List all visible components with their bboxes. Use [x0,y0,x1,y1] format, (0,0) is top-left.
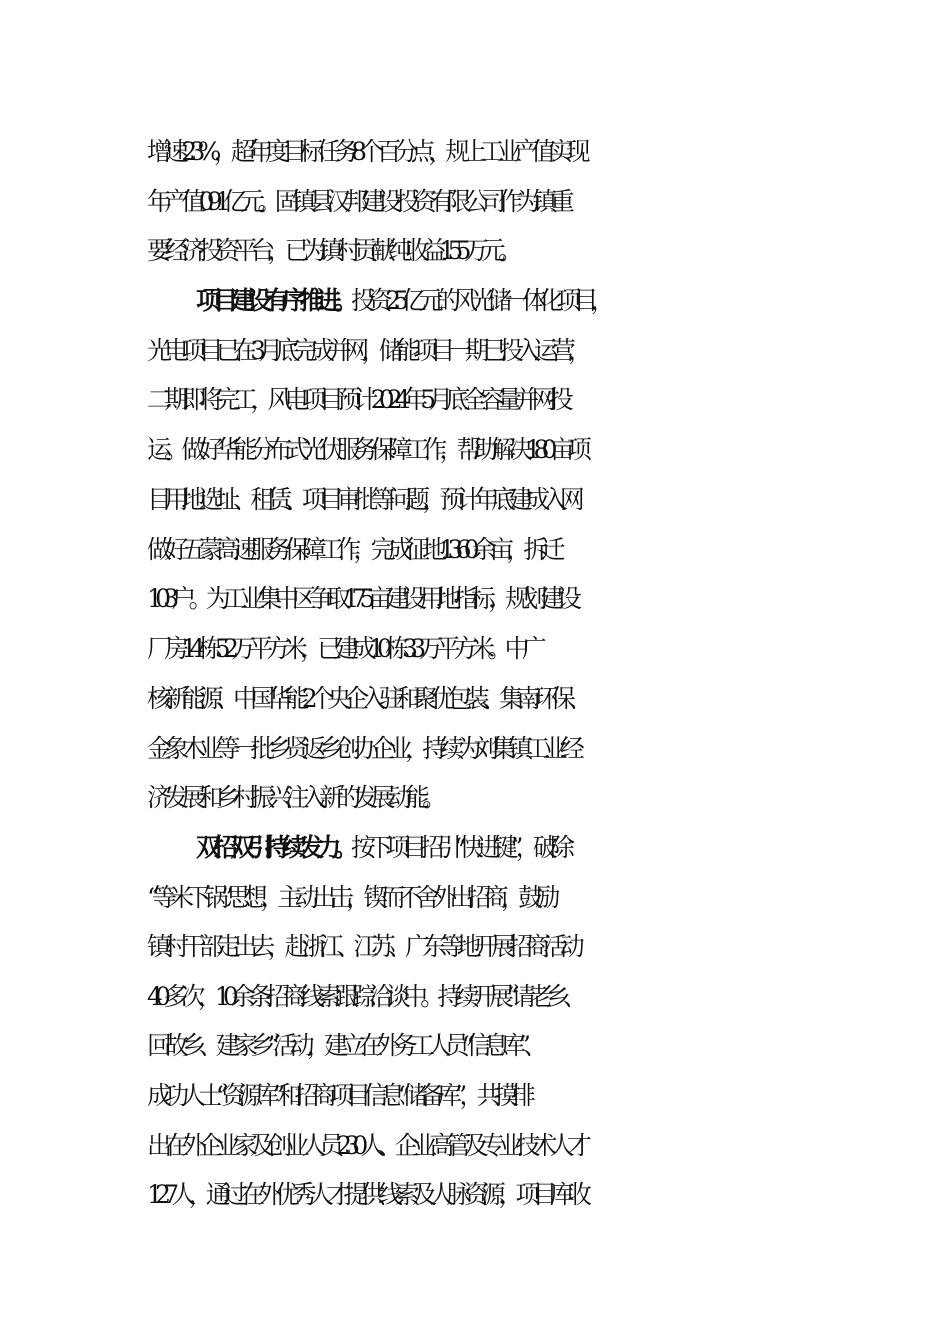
text-line: 光电项目已在3月底完成并网，储能项目一期已投入运营， [147,336,586,365]
text-line: 40多次，10余条招商线索跟踪洽谈中。持续开展“请老乡、 [147,982,581,1011]
text-line: 年产值0.91亿元。固镇县汉邦建设投资有限公司作为镇重 [147,187,568,216]
text-line: 回故乡、建家乡”活动，建立在外务工人员“信息库”、 [147,1031,541,1060]
text-line: 镇村干部走出去，赴浙江、江苏、广东等地开展招商活动 [147,932,578,961]
text-line: “等米下锅”思想，主动出击，锲而不舍外出招商，鼓励 [147,883,553,912]
text-line: 厂房14栋5.2万平方米，已建成10栋3.3万平方米。中广 [147,634,539,663]
text-line: 目用地选址、租赁、项目审批等问题，预计年底建成入网 [147,485,578,514]
text-line: 做好五蒙高速服务保障工作，完成征地1360余亩，拆迁 [147,535,558,564]
text-line: 核新能源、中国华能2个央企入驻和聚优包装、集南环保、 [147,684,586,713]
text-line: 二期即将完工，风电项目预计2024年5月底全容量并网投 [147,385,566,414]
text-line: 运。做好华能分布式光伏服务保障工作，帮助解决180亩项 [147,435,585,464]
text-line: 济发展和乡村振兴注入新的发展动能。 [147,783,440,812]
paragraph-heading-line: 双招双引持续发力。按下项目招引“快进键”，破除 [196,833,568,862]
text-line: 127人，通过在外优秀人才提供线索及人脉资源，项目库收 [147,1180,585,1209]
text-line: 成功人士“资源库”和招商项目信息“储备库”，共摸排 [147,1081,529,1110]
text-line: 要经济投资平台，已为镇村贡献纯收益155万元。 [147,236,516,265]
paragraph-heading: 双招双引持续发力。 [196,833,351,862]
text-line: 金象木业等一批乡贤返乡创办企业，持续为刘集镇工业经 [147,734,578,763]
text-line: 增速23%，超年度目标任务8个百分点，规上工业产值实现 [147,137,583,166]
paragraph-heading-line: 项目建设有序推进。投资25亿元的风光储一体化项目， [196,286,608,315]
paragraph-heading: 项目建设有序推进。 [196,286,351,315]
text-line: 出在外企业家及创业人员230人、企业高管及专业技术人才 [147,1131,585,1160]
text-line: 103户。为工业集中区争取175亩建设用地指标，规划建设 [147,584,575,613]
